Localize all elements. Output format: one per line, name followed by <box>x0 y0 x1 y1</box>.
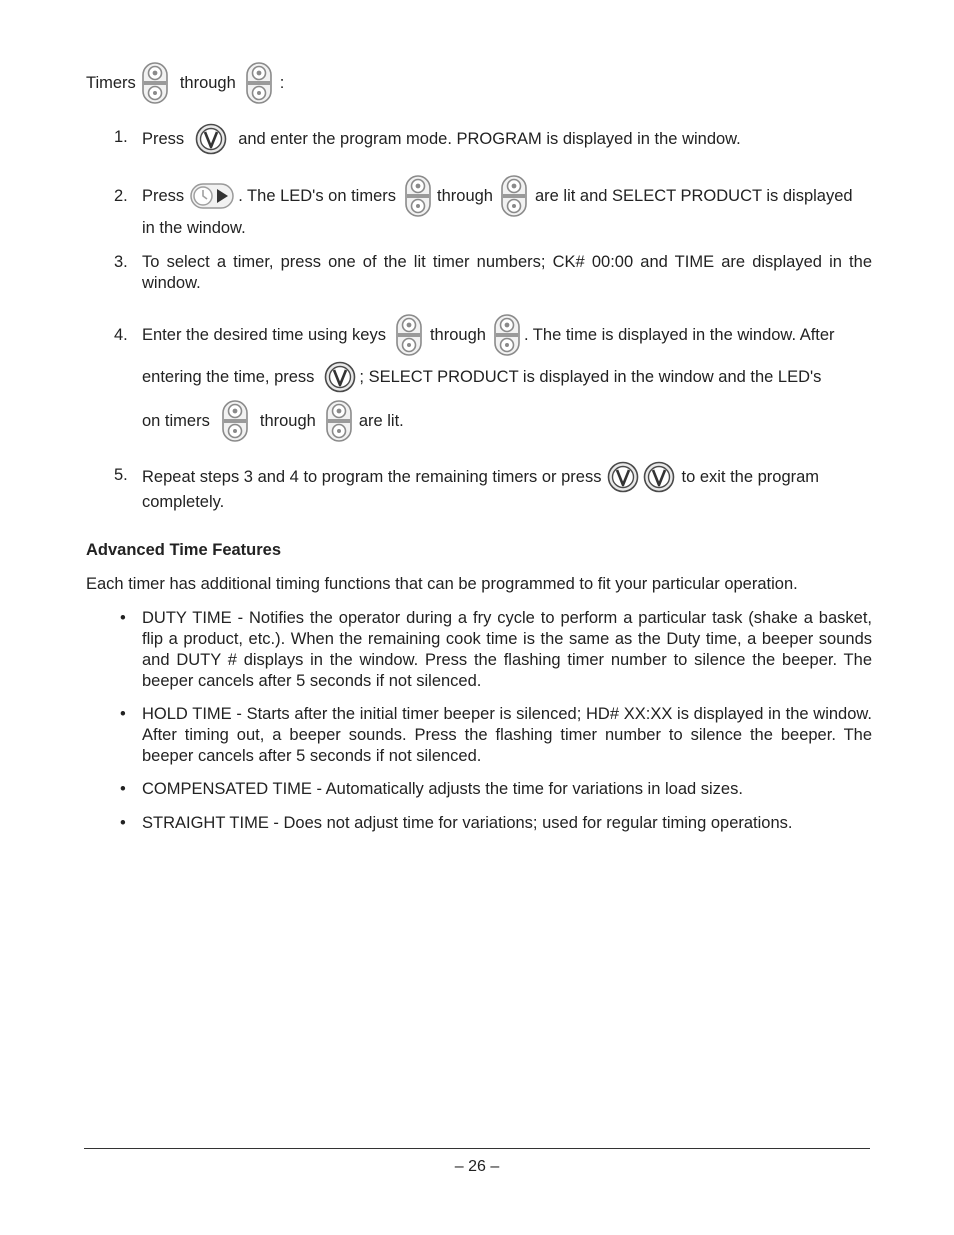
step-text: Enter the desired time using keys <box>142 325 386 344</box>
bullet-dot: • <box>120 780 126 798</box>
step-text: through <box>259 411 316 430</box>
step-number: 5. <box>114 466 128 484</box>
program-key-icon <box>324 361 356 393</box>
step-text: Press <box>142 129 185 148</box>
step-text: through <box>437 186 493 205</box>
step-text: in the window. <box>142 219 246 237</box>
step-text: ; SELECT PRODUCT is displayed in the window and the LED's <box>359 367 822 386</box>
program-key-icon <box>195 123 227 155</box>
step-text: on timers <box>142 411 210 430</box>
intro-colon-text: : <box>279 73 285 92</box>
step-text: are lit and SELECT PRODUCT is displayed <box>534 186 853 205</box>
timer-key-icon <box>142 62 168 104</box>
timer-key-icon <box>405 175 431 217</box>
timer-key-icon <box>501 175 527 217</box>
bullet-item: DUTY TIME - Notifies the operator during a fry cycle to perform a particular task (shake a basket, flip a product, etc.). When the remaining cook time is the same as the Duty time, a beeper sounds and DUTY # displays in the window. Press the flashing timer number to silence the beeper. The beeper cancels after 5 seconds if not silenced. <box>142 609 872 690</box>
program-key-icon <box>607 461 639 493</box>
footer-divider <box>84 1148 870 1149</box>
step-number: 3. <box>114 253 128 271</box>
step-text: completely. <box>142 493 225 511</box>
step-text: Repeat steps 3 and 4 to program the remaining timers or press <box>142 467 602 486</box>
step-number: 4. <box>114 326 128 344</box>
bullet-dot: • <box>120 705 126 723</box>
bullet-dot: • <box>120 814 126 832</box>
bullet-item: COMPENSATED TIME - Automatically adjusts the time for variations in load sizes. <box>142 780 743 798</box>
section-heading: Advanced Time Features <box>86 541 282 559</box>
intro-line <box>86 62 284 104</box>
step-text: through <box>429 325 486 344</box>
step-1 <box>142 123 741 155</box>
timer-key-icon <box>246 62 272 104</box>
step-text: are lit. <box>358 411 404 430</box>
section-intro: Each timer has additional timing functions that can be programmed to fit your particular operation. <box>86 575 798 593</box>
timer-key-icon <box>396 314 422 356</box>
timer-key-icon <box>222 400 248 442</box>
step-text: entering the time, press <box>142 367 315 386</box>
timer-key-icon <box>494 314 520 356</box>
step-text: . The time is displayed in the window. After <box>523 325 835 344</box>
intro-timers-text: Timers <box>86 73 136 92</box>
step-3: To select a timer, press one of the lit timer numbers; CK# 00:00 and TIME are displayed in the window. <box>142 253 872 292</box>
bullet-item: STRAIGHT TIME - Does not adjust time for variations; used for regular timing operations. <box>142 814 793 832</box>
bullet-item: HOLD TIME - Starts after the initial timer beeper is silenced; HD# XX:XX is displayed in the window. After timing out, a beeper sounds. Press the flashing timer number to silence the beeper. The beeper cancels after 5 seconds if not silenced. <box>142 705 872 765</box>
step-text: and enter the program mode. PROGRAM is displayed in the window. <box>238 129 741 148</box>
step-2-line-1 <box>142 175 853 217</box>
step-5-line-1 <box>142 461 819 493</box>
step-text: . The LED's on timers <box>238 186 397 205</box>
clock-arrow-key-icon <box>190 183 234 209</box>
step-text: Press <box>142 186 185 205</box>
page-content <box>86 0 872 1235</box>
step-4-line-2 <box>142 361 821 393</box>
step-5-line-2 <box>142 493 224 512</box>
step-4-line-1 <box>142 314 835 356</box>
step-number: 1. <box>114 128 128 146</box>
step-number: 2. <box>114 187 128 205</box>
step-4-line-3 <box>142 400 404 442</box>
program-key-icon <box>643 461 675 493</box>
step-2-line-2 <box>142 219 246 238</box>
intro-through-text: through <box>179 73 236 92</box>
step-text: to exit the program <box>681 467 820 486</box>
bullet-dot: • <box>120 609 126 627</box>
timer-key-icon <box>326 400 352 442</box>
page-number: – 26 – <box>454 1158 500 1175</box>
